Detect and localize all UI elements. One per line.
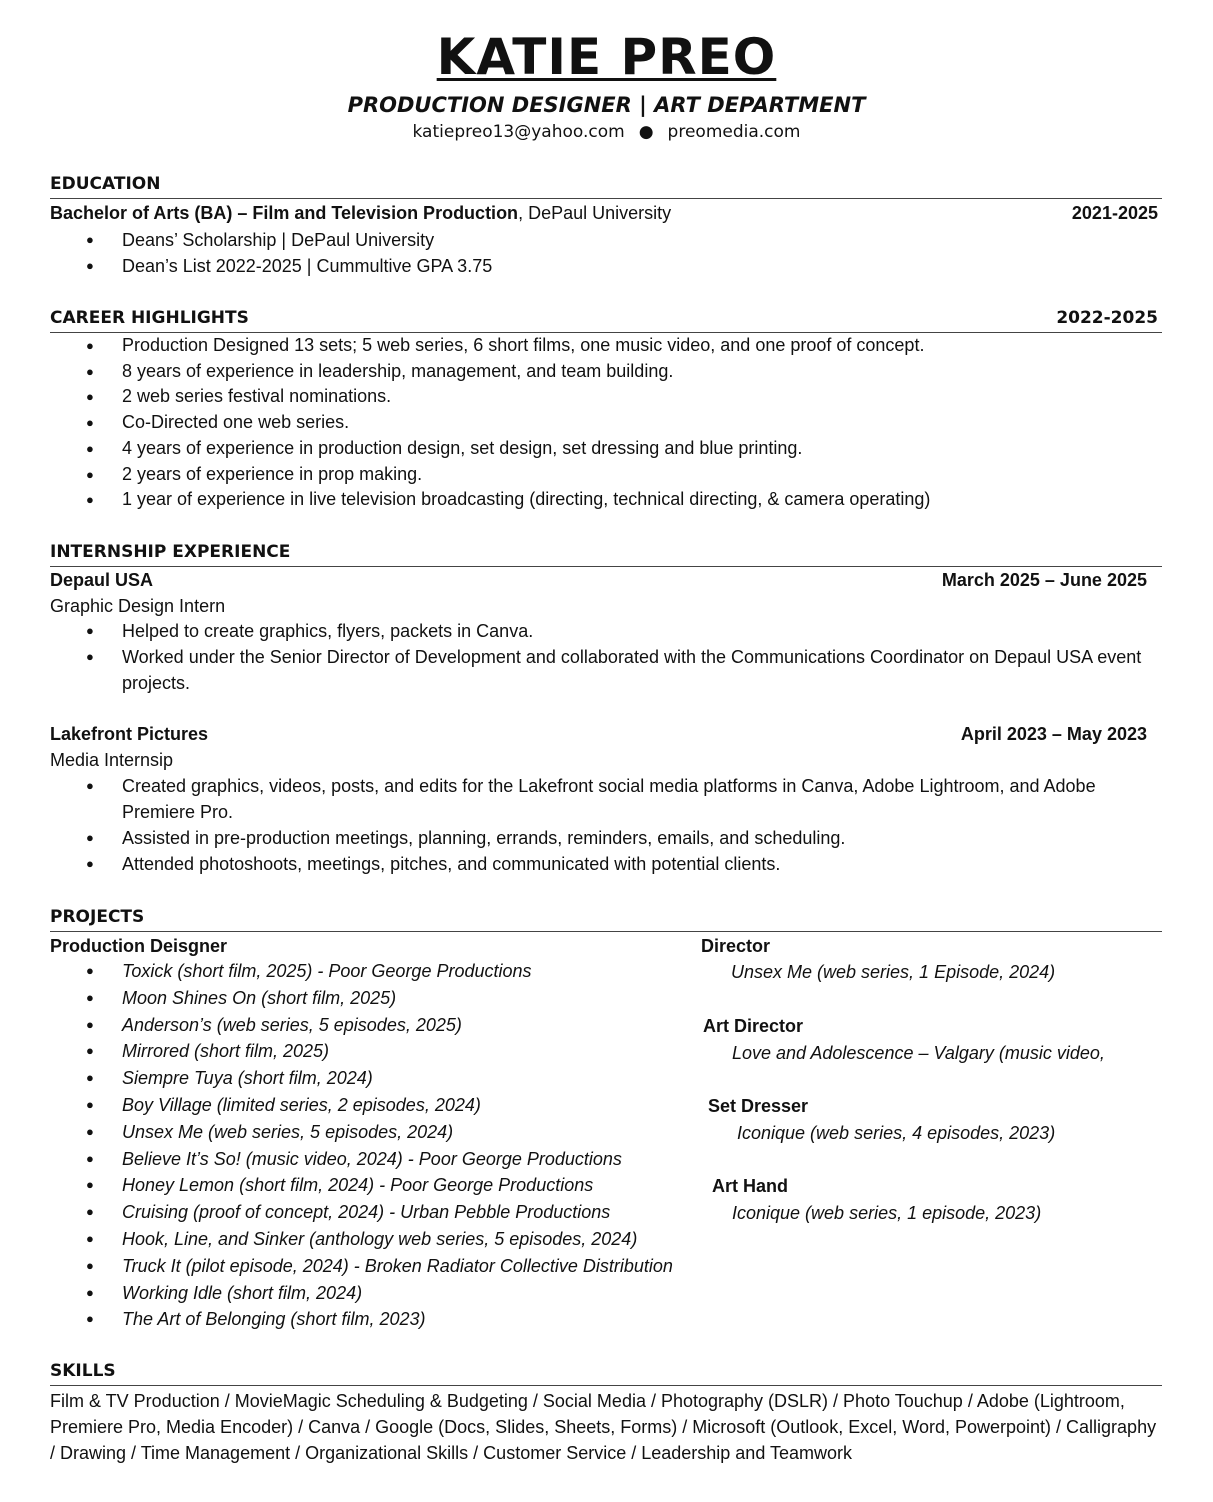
list-item: ● The Art of Belonging (short film, 2023) (86, 1306, 726, 1333)
list-item: ● Production Designed 13 sets; 5 web series, 6 short films, one music video, and one proof of concept. (86, 333, 1146, 359)
director-credit: Unsex Me (web series, 1 Episode, 2024) (731, 962, 1056, 982)
director-label: Director (701, 936, 771, 956)
list-item: ● 8 years of experience in leadership, management, and team building. (86, 359, 1146, 385)
list-item: ● Truck It (pilot episode, 2024) - Broken Radiator Collective Distribution (86, 1253, 726, 1280)
list-item: ● 2 web series festival nominations. (86, 384, 1146, 410)
job-dates: April 2023 – May 2023 (960, 724, 1147, 744)
email-link[interactable]: katiepreo13@yahoo.com (412, 122, 625, 142)
list-item: ● Boy Village (limited series, 2 episodes, 2024) (86, 1092, 726, 1119)
website-link[interactable]: preomedia.com (667, 122, 801, 142)
art-hand-label: Art Hand (712, 1176, 788, 1196)
production-designer-label: Production Deisgner (50, 936, 228, 956)
art-hand-credit: Iconique (web series, 1 episode, 2023) (732, 1203, 1042, 1223)
internship-heading (50, 542, 1162, 567)
list-item: ● Attended photoshoots, meetings, pitches, and communicated with potential clients. (86, 851, 1146, 877)
list-item: ● Co-Directed one web series. (86, 410, 1146, 436)
education-heading (50, 174, 1162, 199)
list-item: ● Mirrored (short film, 2025) (86, 1038, 726, 1065)
job-header (50, 724, 1147, 744)
education-bullets (86, 227, 1146, 279)
set-dresser-label: Set Dresser (708, 1096, 809, 1116)
art-director-label: Art Director (703, 1016, 804, 1036)
career-dates: 2022-2025 (1056, 308, 1158, 328)
skills-text: Film & TV Production / MovieMagic Scheduling & Budgeting / Social Media / Photography (DSLR) / Photo Touchup / Adobe (Lightroom, Premiere Pro, Media Encoder) / Canva / Google (Docs, Slides, Sheets, Forms) / Microsoft (Outlook, Excel, Word, Powerpoint) / Calligraphy / Drawing / Time Management / Organizational Skills / Customer Service / Leadership and Teamwork (50, 1391, 1157, 1463)
list-item: ● Deans’ Scholarship | DePaul University (86, 227, 1146, 253)
list-item: ● 1 year of experience in live television broadcasting (directing, technical directing, & camera operating) (86, 487, 1146, 513)
production-designer-list (86, 958, 726, 1333)
job-header (50, 570, 1147, 590)
list-item: ● Unsex Me (web series, 5 episodes, 2024) (86, 1119, 726, 1146)
contact-line (0, 122, 1213, 142)
job-bullets (86, 618, 1146, 696)
list-item: ● 4 years of experience in production design, set design, set dressing and blue printing. (86, 436, 1146, 462)
list-item: ● Assisted in pre-production meetings, planning, errands, reminders, emails, and scheduling. (86, 825, 1146, 851)
job-role: Graphic Design Intern (50, 596, 226, 616)
career-bullets (86, 333, 1146, 513)
list-item: ● Dean’s List 2022-2025 | Cummultive GPA 3.75 (86, 253, 1146, 279)
education-heading-label: EDUCATION (50, 174, 161, 194)
skills-heading-label: SKILLS (50, 1361, 116, 1381)
list-item: ● Helped to create graphics, flyers, packets in Canva. (86, 618, 1146, 644)
projects-heading (50, 907, 1162, 932)
list-item: ● 2 years of experience in prop making. (86, 462, 1146, 488)
job-bullets (86, 773, 1146, 877)
art-director-credit: Love and Adolescence – Valgary (music video, (732, 1043, 1105, 1063)
school: , DePaul University (518, 203, 672, 223)
list-item: ● Toxick (short film, 2025) - Poor George Productions (86, 958, 726, 985)
list-item: ● Created graphics, videos, posts, and edits for the Lakefront social media platforms in Canva, Adobe Lightroom, and Adobe Premiere Pro. (86, 773, 1146, 825)
skills-heading (50, 1361, 1162, 1386)
career-heading (50, 308, 1162, 333)
education-degree-row (50, 203, 1158, 223)
job-dates: March 2025 – June 2025 (941, 570, 1147, 590)
job-org: Depaul USA (50, 570, 154, 590)
list-item: ● Siempre Tuya (short film, 2024) (86, 1065, 726, 1092)
job-org: Lakefront Pictures (50, 724, 209, 744)
career-heading-label: CAREER HIGHLIGHTS (50, 308, 249, 328)
list-item: ● Cruising (proof of concept, 2024) - Urban Pebble Productions (86, 1199, 726, 1226)
internship-heading-label: INTERNSHIP EXPERIENCE (50, 542, 291, 562)
list-item: ● Believe It’s So! (music video, 2024) - Poor George Productions (86, 1146, 726, 1173)
set-dresser-credit: Iconique (web series, 4 episodes, 2023) (737, 1123, 1056, 1143)
list-item: ● Anderson’s (web series, 5 episodes, 2025) (86, 1012, 726, 1039)
projects-heading-label: PROJECTS (50, 907, 145, 927)
list-item: ● Worked under the Senior Director of Development and collaborated with the Communications Coordinator on Depaul USA event projects. (86, 644, 1146, 696)
list-item: ● Hook, Line, and Sinker (anthology web series, 5 episodes, 2024) (86, 1226, 726, 1253)
resume-name: KATIE PREO (436, 28, 777, 86)
resume-title: PRODUCTION DESIGNER | ART DEPARTMENT (347, 93, 866, 117)
job-role: Media Internsip (50, 750, 174, 770)
degree: Bachelor of Arts (BA) – Film and Television Production (50, 203, 519, 223)
list-item: ● Moon Shines On (short film, 2025) (86, 985, 726, 1012)
separator-dot: ● (638, 122, 654, 142)
list-item: ● Working Idle (short film, 2024) (86, 1280, 726, 1307)
education-dates: 2021-2025 (1071, 203, 1158, 223)
list-item: ● Honey Lemon (short film, 2024) - Poor George Productions (86, 1172, 726, 1199)
